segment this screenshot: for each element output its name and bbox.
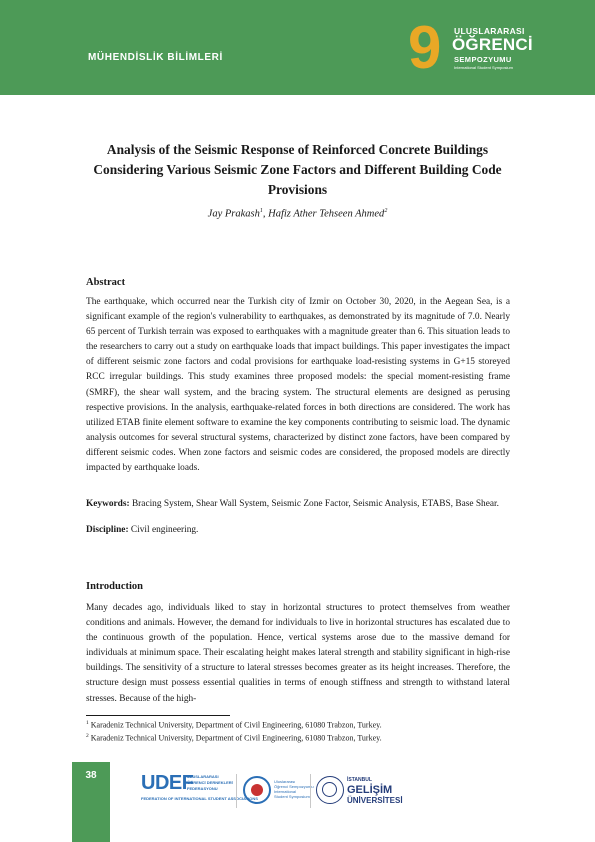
introduction-heading: Introduction xyxy=(86,581,143,592)
logo-line-1: ULUSLARARASI xyxy=(454,26,525,36)
footnote-rule xyxy=(86,715,230,716)
udef-line-2: ÖĞRENCİ DERNEKLERİ xyxy=(187,780,233,785)
symposium-line-1: Uluslararası xyxy=(274,779,296,784)
logo-line-3: SEMPOZYUMU xyxy=(454,55,512,64)
discipline xyxy=(86,524,510,537)
gelisim-line-3: ÜNİVERSİTESİ xyxy=(347,796,403,805)
footer-divider xyxy=(310,774,311,808)
author-name: Hafiz Ather Tehseen Ahmed xyxy=(268,208,385,220)
gelisim-line-2: GELİŞİM xyxy=(347,784,393,796)
discipline-text: Civil engineering. xyxy=(130,525,199,535)
footnote xyxy=(86,718,382,731)
footnote xyxy=(86,731,382,744)
gelisim-line-1: İSTANBUL xyxy=(347,777,372,783)
symposium-emblem-icon xyxy=(243,776,271,804)
university-emblem-icon xyxy=(316,776,344,804)
footnote-mark: 1 xyxy=(86,720,89,726)
author-separator: , xyxy=(262,208,269,220)
page-number: 38 xyxy=(85,770,97,781)
paper-title: Analysis of the Seismic Response of Reinforced Concrete Buildings Considering Various Seismic Zone Factors and Different Building Code Provisions xyxy=(93,142,502,197)
footer-divider xyxy=(236,774,237,808)
keywords xyxy=(86,498,510,511)
header-band xyxy=(0,0,595,95)
logo-numeral: 9 xyxy=(408,14,442,81)
author-name: Jay Prakash xyxy=(207,208,260,220)
author-line xyxy=(80,208,515,220)
author-affiliation-mark: 2 xyxy=(384,208,388,214)
logo-line-4: International Student Symposium xyxy=(454,65,513,70)
udef-line-4: FEDERATION OF INTERNATIONAL STUDENT ASSOCIATIONS xyxy=(141,796,258,801)
udef-acronym: UDEF xyxy=(141,772,194,794)
symposium-logo xyxy=(408,14,534,82)
logo-line-2: ÖĞRENCİ xyxy=(452,35,533,54)
discipline-label: Discipline: xyxy=(86,525,129,535)
symposium-line-4: Student Symposium xyxy=(274,794,310,799)
abstract-text: The earthquake, which occurred near the Turkish city of Izmir on October 30, 2020, in the Aegean Sea, is a significant example of the region's vulnerability to earthquakes, as demonstrated by its magnitude of 7.0. Nearly 65 percent of Turkish terrain was exposed to earthquakes with a magnitude greater than 6. This situation leads to the researchers to carry out a study on earthquake loads that impact buildings. This paper investigates the impact of different seismic zone factors and codal provisions for earthquake load-resisting systems in G+15 storeyed RCC irregular buildings. This study examines three proposed models: the special moment-resisting frame (SMRF), the shear wall system, and the bracing system. The structural elements are designed as perusing respective provisions. In the analysis, earthquake-related forces in both directions are considered. The work has utilized ETAB finite element software to examine the key components contributing to seismic load. The dynamic analysis outcomes for several structural systems, characterized by distinct zone factors, have been compared by different seismic codes. When zone factors and seismic codes are considered, the proposed models are directly impacted by earthquake loads. xyxy=(86,297,510,474)
page-number-tab xyxy=(72,762,110,842)
symposium-line-3: International xyxy=(274,789,297,794)
symposium-line-2: Öğrenci Sempozyumu xyxy=(274,784,314,789)
footnote-text: Karadeniz Technical University, Department of Civil Engineering, 61080 Trabzon, Turkey. xyxy=(90,733,382,743)
keywords-text: Bracing System, Shear Wall System, Seismic Zone Factor, Seismic Analysis, ETABS, Base Shear. xyxy=(131,499,499,509)
keywords-label: Keywords: xyxy=(86,499,130,509)
section-label: MÜHENDİSLİK BİLİMLERİ xyxy=(88,52,223,63)
udef-line-3: FEDERASYONU xyxy=(187,786,218,791)
abstract-heading: Abstract xyxy=(86,277,126,288)
udef-line-1: ULUSLARARASI xyxy=(187,774,219,779)
footnote-text: Karadeniz Technical University, Department of Civil Engineering, 61080 Trabzon, Turkey. xyxy=(90,720,382,730)
footnote-mark: 2 xyxy=(86,733,89,739)
author-affiliation-mark: 1 xyxy=(259,208,263,214)
introduction-text: Many decades ago, individuals liked to stay in horizontal structures to protect themselves from weather conditions and animals. However, the demand for individuals to live in horizontal structures has escalated due to the continuous growth of the population. Hence, vertical systems arose due to the massive demand for individuals at minimum space. Their escalating height makes lateral strength and stability significant in high-rise buildings. The sensitivity of a structure to lateral stresses becomes greater as its height increases. Therefore, the structure design must possess essential qualities in terms of enough stiffness and strength to withstand lateral stresses. Because of the high- xyxy=(86,603,510,704)
